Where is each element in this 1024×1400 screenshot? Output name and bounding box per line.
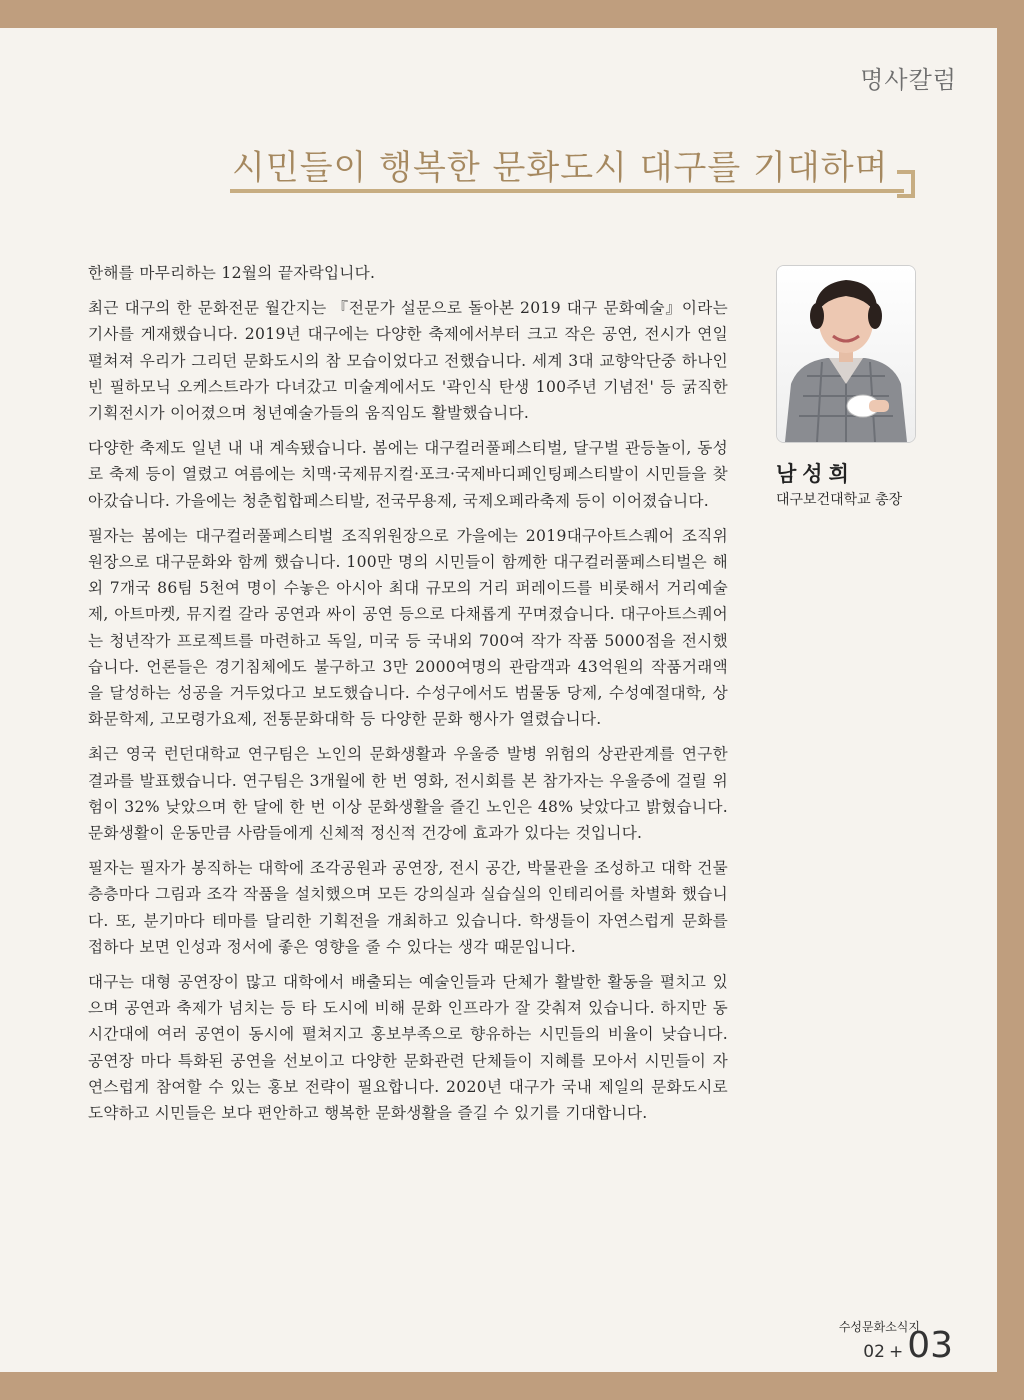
author-portrait-icon [777,266,915,442]
article-body [88,260,728,1135]
page-number-right: 03 [907,1325,953,1366]
article-paragraph: 최근 대구의 한 문화전문 월간지는 『전문가 설문으로 돌아본 2019 대구 문화예술』이라는 기사를 게재했습니다. 2019년 대구에는 다양한 축제에서부터 크고 작은 공연, 전시가 연일 펼쳐져 우리가 그리던 문화도시의 참 모습이었다고 전했습니다. 세계 3대 교향악단중 하나인 빈 필하모닉 오케스트라가 다녀갔고 미술계에서도 '곽인식 탄생 100주년 기념전' 등 굵직한 기획전시가 이어졌으며 청년예술가들의 움직임도 활발했습니다. [88,299,728,423]
title-underline [230,189,904,193]
page [0,28,997,1372]
page-separator: + [888,1342,904,1362]
article-paragraph: 필자는 봄에는 대구컬러풀페스티벌 조직위원장으로 가을에는 2019대구아트스퀘어 조직위원장으로 대구문화와 함께 했습니다. 100만 명의 시민들이 함께한 대구컬러풀페스티벌은 해외 7개국 86팀 5천여 명이 수놓은 아시아 최대 규모의 거리 퍼레이드를 비롯해서 거리예술제, 아트마켓, 뮤지컬 갈라 공연과 싸이 공연 등으로 다채롭게 꾸며졌습니다. 대구아트스퀘어는 청년작가 프로젝트를 마련하고 독일, 미국 등 국내외 700여 작가 작품 5000점을 전시했습니다. 언론들은 경기침체에도 불구하고 3만 2000여명의 관람객과 43억원의 작품거래액을 달성하는 성공을 거두었다고 보도했습니다. 수성구에서도 범물동 당제, 수성예절대학, 상화문학제, 고모령가요제, 전통문화대학 등 다양한 문화 행사가 열렸습니다. [88,526,728,729]
article-paragraph: 최근 영국 런던대학교 연구팀은 노인의 문화생활과 우울증 발병 위험의 상관관계를 연구한 결과를 발표했습니다. 연구팀은 3개월에 한 번 영화, 전시회를 본 참가자는 우울증에 걸릴 위험이 32% 낮았으며 한 달에 한 번 이상 문화생활을 즐긴 노인은 48% 낮았다고 밝혔습니다. 문화생활이 운동만큼 사람들에게 신체적 정신적 건강에 효과가 있다는 것입니다. [88,745,728,843]
section-label: 명사칼럼 [860,66,957,94]
corner-bracket-icon [897,170,915,198]
article-paragraph: 대구는 대형 공연장이 많고 대학에서 배출되는 예술인들과 단체가 활발한 활동을 펼치고 있으며 공연과 축제가 넘치는 등 타 도시에 비해 문화 인프라가 잘 갖춰져 있습니다. 하지만 동 시간대에 여러 공연이 동시에 펼쳐지고 홍보부족으로 향유하는 시민들의 비율이 낮습니다. 공연장 마다 특화된 공연을 선보이고 다양한 문화관련 단체들이 지혜를 모아서 시민들이 자연스럽게 참여할 수 있는 홍보 전략이 필요합니다. 2020년 대구가 국내 제일의 문화도시로 도약하고 시민들은 보다 편안하고 행복한 문화생활을 즐길 수 있기를 기대합니다. [88,973,728,1123]
article-title: 시민들이 행복한 문화도시 대구를 기대하며 [232,148,889,188]
author-position: 대구보건대학교 총장 [776,492,903,508]
author-name: 남성희 [776,461,855,486]
author-photo [776,265,916,443]
magazine-name: 수성문화소식지 [838,1320,920,1334]
article-paragraph: 필자는 필자가 봉직하는 대학에 조각공원과 공연장, 전시 공간, 박물관을 조성하고 대학 건물 층층마다 그림과 조각 작품을 설치했으며 모든 강의실과 실습실의 인테리어를 차별화 했습니다. 또, 분기마다 테마를 달리한 기획전을 개최하고 있습니다. 학생들이 자연스럽게 문화를 접하다 보면 인성과 정서에 좋은 영향을 줄 수 있다는 생각 때문입니다. [88,859,728,956]
page-number-left: 02 [863,1342,885,1362]
article-paragraph: 다양한 축제도 일년 내 내 계속됐습니다. 봄에는 대구컬러풀페스티벌, 달구벌 관등놀이, 동성로 축제 등이 열렸고 여름에는 치맥·국제뮤지컬·포크·국제바디페인팅페스티발이 시민들을 찾아갔습니다. 가을에는 청춘힙합페스티발, 전국무용제, 국제오페라축제 등이 이어졌습니다. [88,439,728,510]
page-numbers [863,1325,953,1366]
article-paragraph: 한해를 마무리하는 12월의 끝자락입니다. [88,264,376,282]
